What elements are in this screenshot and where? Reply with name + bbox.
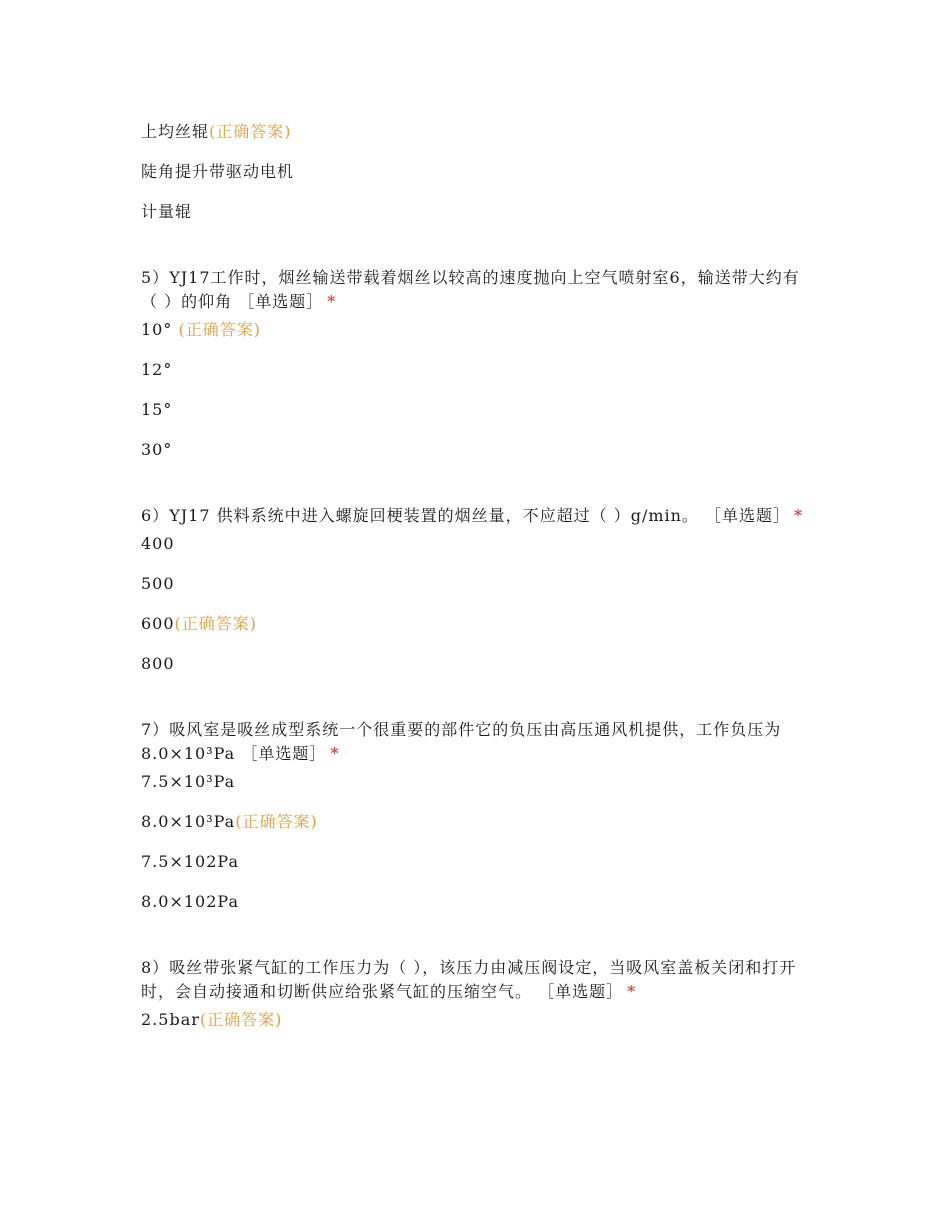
option — [141, 398, 811, 438]
correct-answer-label: (正确答案) — [199, 1010, 283, 1029]
correct-answer-label: (正确答案) — [174, 614, 258, 633]
option — [141, 438, 811, 478]
option-text: 800 — [141, 654, 175, 673]
option — [141, 850, 811, 890]
option — [141, 120, 811, 160]
option — [141, 572, 811, 612]
option-text: 10° — [141, 320, 173, 339]
option — [141, 770, 811, 810]
option-text: 500 — [141, 574, 175, 593]
option-text: 400 — [141, 534, 175, 553]
question-title — [141, 504, 811, 528]
question-type: ［单选题］ — [241, 744, 327, 763]
option — [141, 652, 811, 692]
question-text: 吸风室是吸丝成型系统一个很重要的部件它的负压由高压通风机提供，工作负压为 8.0×10³Pa — [141, 720, 782, 763]
question-title — [141, 266, 811, 314]
option-text: 8.0×10³Pa — [141, 812, 236, 831]
option — [141, 532, 811, 572]
required-marker: * — [794, 506, 804, 525]
prev-question-options — [141, 120, 811, 240]
option-text: 12° — [141, 360, 173, 379]
option — [141, 890, 811, 930]
question-type: ［单选题］ — [705, 506, 791, 525]
question-number: 8） — [141, 958, 170, 977]
question-number: 6） — [141, 506, 170, 525]
question-text: 吸丝带张紧气缸的工作压力为（ ），该压力由减压阀设定，当吸风室盖板关闭和打开时，会自动接通和切断供应给张紧气缸的压缩空气。 — [141, 958, 797, 1001]
option — [141, 810, 811, 850]
correct-answer-label: (正确答案) — [235, 812, 318, 831]
question-type: ［单选题］ — [538, 982, 624, 1001]
option-text: 600 — [141, 614, 175, 633]
question-text: YJ17工作时，烟丝输送带载着烟丝以较高的速度抛向上空气喷射室6，输送带大约有（ ）的仰角 — [141, 268, 800, 311]
question-block — [141, 266, 811, 478]
option — [141, 318, 811, 358]
option — [141, 612, 811, 652]
question-title — [141, 718, 811, 766]
option-text: 上均丝辊 — [141, 122, 210, 141]
question-block — [141, 718, 811, 930]
option-text: 7.5×10³Pa — [141, 772, 236, 791]
option-text: 2.5bar — [141, 1010, 200, 1029]
option — [141, 1008, 811, 1048]
correct-answer-label: (正确答案) — [209, 122, 292, 141]
option-text: 计量辊 — [141, 202, 193, 221]
required-marker: * — [330, 744, 340, 763]
quiz-content — [141, 120, 811, 1048]
correct-answer-label: (正确答案) — [178, 320, 261, 339]
question-title — [141, 956, 811, 1004]
question-type: ［单选题］ — [238, 292, 324, 311]
question-number: 7） — [141, 720, 170, 739]
question-number: 5） — [141, 268, 170, 287]
question-text: YJ17 供料系统中进入螺旋回梗装置的烟丝量，不应超过（ ）g/min。 — [169, 506, 699, 525]
option-text: 30° — [141, 440, 173, 459]
option — [141, 160, 811, 200]
required-marker: * — [327, 292, 337, 311]
question-block — [141, 956, 811, 1048]
option — [141, 358, 811, 398]
question-block — [141, 504, 811, 692]
option-text: 陡角提升带驱动电机 — [141, 162, 295, 181]
option — [141, 200, 811, 240]
option-text: 7.5×102Pa — [141, 852, 239, 871]
required-marker: * — [627, 982, 637, 1001]
option-text: 15° — [141, 400, 173, 419]
option-text: 8.0×102Pa — [141, 892, 239, 911]
